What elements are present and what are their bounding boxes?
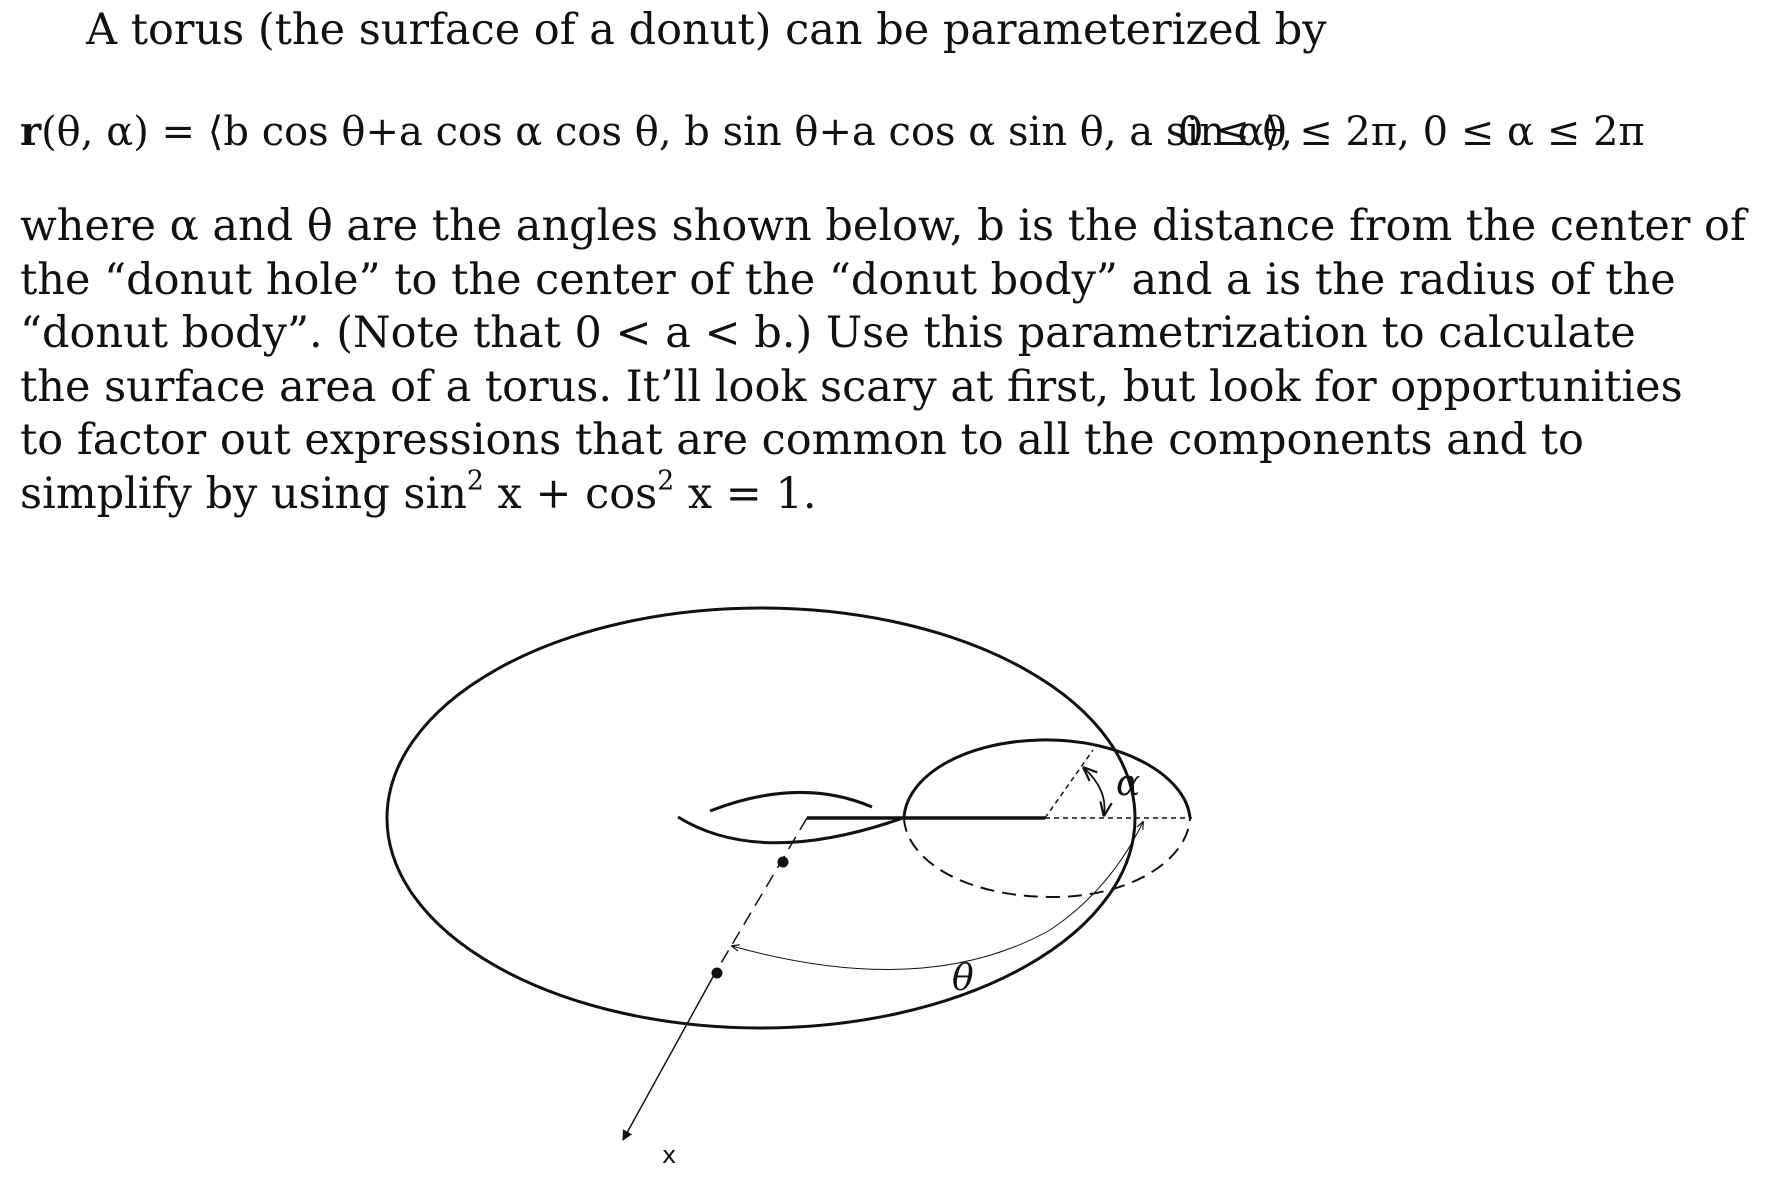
x-axis-solid xyxy=(623,975,714,1140)
parameter-range: 0 ≤ θ ≤ 2π, 0 ≤ α ≤ 2π xyxy=(1178,109,1645,155)
radius-a-line xyxy=(1045,750,1093,818)
identity-mid: x + cos xyxy=(483,468,658,519)
equation-arguments: (θ, α) = xyxy=(41,109,208,155)
paragraph-line: the surface area of a torus. It’ll look scary at first, but look for opportunities xyxy=(20,361,1683,412)
x-axis-label: x xyxy=(662,1141,677,1169)
intro-sentence: A torus (the surface of a donut) can be parameterized by xyxy=(86,5,1327,55)
point-on-hole xyxy=(778,857,789,868)
hole-lower-curve xyxy=(678,817,903,843)
identity-prefix: simplify by using sin xyxy=(20,468,467,519)
paragraph-line: where α and θ are the angles shown below, b is the distance from the center of xyxy=(20,201,1746,251)
cross-section-upper xyxy=(904,740,1190,818)
paragraph-line: the “donut hole” to the center of the “donut body” and a is the radius of the xyxy=(20,254,1676,305)
hole-upper-curve xyxy=(710,792,872,811)
identity-exponent: 2 xyxy=(657,464,675,496)
equation-components: ⟨b cos θ+a cos α cos θ, b sin θ+a cos α sin θ, a sin α⟩, xyxy=(207,109,1293,155)
alpha-arc xyxy=(1084,768,1105,815)
identity-suffix: x = 1. xyxy=(674,468,817,519)
paragraph-line: “donut body”. (Note that 0 < a < b.) Use this parametrization to calculate xyxy=(20,308,1636,358)
paragraph-line: to factor out expressions that are common to all the components and to xyxy=(20,415,1584,465)
theta-label: θ xyxy=(952,958,974,999)
alpha-label: α xyxy=(1116,763,1141,804)
identity-exponent: 2 xyxy=(466,464,484,496)
point-on-outer xyxy=(712,968,723,979)
vector-r: r xyxy=(20,108,42,155)
cross-section-lower-dashed xyxy=(904,818,1190,897)
